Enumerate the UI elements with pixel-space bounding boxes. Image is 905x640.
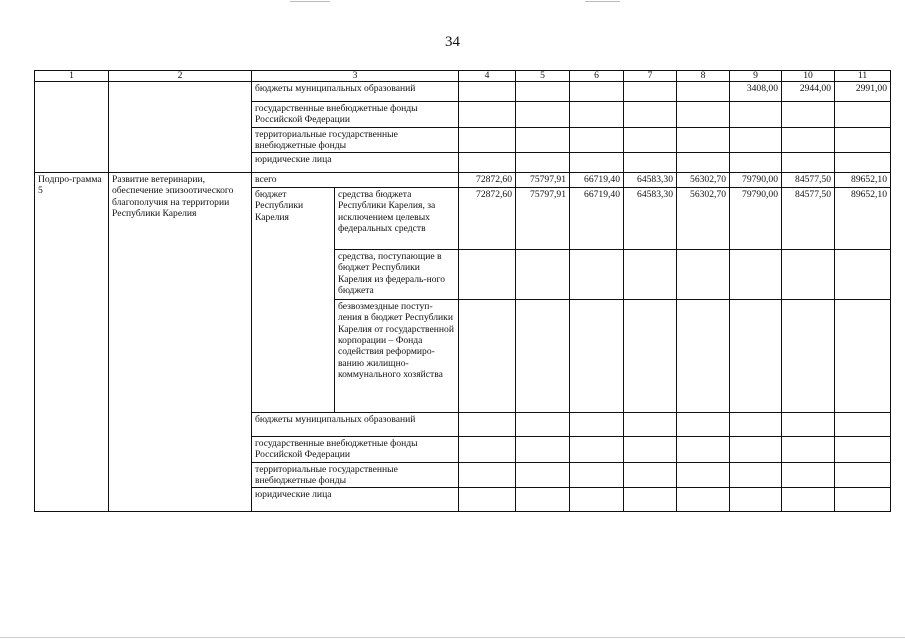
value-cell: [782, 250, 835, 300]
value-cell: [516, 127, 570, 153]
value-cell: [570, 437, 624, 463]
source-label: государственные внебюджетные фонды Российской Федерации: [252, 102, 459, 128]
column-number: 9: [730, 71, 782, 82]
value-cell: 84577,50: [782, 173, 835, 188]
value-cell: [459, 153, 516, 173]
table-row: [35, 173, 891, 188]
source-label: юридические лица: [252, 488, 459, 512]
source-label: государственные внебюджетные фонды Российской Федерации: [252, 437, 459, 463]
value-cell: [677, 82, 730, 102]
column-number: 8: [677, 71, 730, 82]
value-cell: 56302,70: [677, 188, 730, 250]
value-cell: [782, 153, 835, 173]
value-cell: [730, 462, 782, 488]
value-cell: [835, 300, 891, 413]
value-cell: 72872,60: [459, 188, 516, 250]
value-cell: [835, 413, 891, 437]
value-cell: [459, 437, 516, 463]
source-label: безвозмездные поступ-ления в бюджет Республики Карелия от государственной корпорации – Фонда содействия реформиро-ванию жилищно-коммунального хозяйства: [335, 300, 459, 413]
value-cell: [570, 153, 624, 173]
value-cell: [677, 250, 730, 300]
value-cell: [677, 413, 730, 437]
value-cell: 89652,10: [835, 173, 891, 188]
value-cell: [835, 437, 891, 463]
value-cell: [459, 102, 516, 128]
code-cell: [35, 82, 109, 173]
column-number-row: [35, 71, 891, 82]
value-cell: [677, 153, 730, 173]
value-cell: 79790,00: [730, 173, 782, 188]
column-number: 3: [252, 71, 459, 82]
value-cell: [782, 437, 835, 463]
value-cell: [459, 462, 516, 488]
value-cell: [624, 127, 677, 153]
value-cell: [782, 102, 835, 128]
value-cell: [516, 488, 570, 512]
source-label: территориальные государственные внебюджетные фонды: [252, 462, 459, 488]
value-cell: [730, 153, 782, 173]
value-cell: [730, 102, 782, 128]
value-cell: [459, 300, 516, 413]
value-cell: [516, 437, 570, 463]
column-number: 10: [782, 71, 835, 82]
value-cell: [624, 153, 677, 173]
value-cell: [459, 127, 516, 153]
column-number: 5: [516, 71, 570, 82]
value-cell: [570, 82, 624, 102]
value-cell: 75797,91: [516, 173, 570, 188]
value-cell: [516, 102, 570, 128]
value-cell: [782, 413, 835, 437]
value-cell: [516, 413, 570, 437]
source-label: юридические лица: [252, 153, 459, 173]
value-cell: 79790,00: [730, 188, 782, 250]
column-number: 11: [835, 71, 891, 82]
value-cell: [570, 127, 624, 153]
value-cell: 84577,50: [782, 188, 835, 250]
value-cell: [782, 462, 835, 488]
value-cell: [516, 82, 570, 102]
value-cell: [677, 127, 730, 153]
value-cell: [835, 153, 891, 173]
value-cell: [730, 437, 782, 463]
source-label: бюджеты муниципальных образований: [252, 413, 459, 437]
value-cell: [516, 153, 570, 173]
value-cell: [624, 82, 677, 102]
total-label: всего: [252, 173, 459, 188]
source-label: средства бюджета Республики Карелия, за исключением целевых федеральных средств: [335, 188, 459, 250]
value-cell: [677, 102, 730, 128]
value-cell: [730, 488, 782, 512]
value-cell: [782, 300, 835, 413]
value-cell: [835, 102, 891, 128]
scan-artifact-line: [585, 1, 620, 2]
source-label: средства, поступающие в бюджет Республики Карелия из федераль-ного бюджета: [335, 250, 459, 300]
value-cell: [570, 413, 624, 437]
value-cell: [730, 300, 782, 413]
source-label: бюджеты муниципальных образований: [252, 82, 459, 102]
value-cell: [570, 102, 624, 128]
value-cell: 64583,30: [624, 173, 677, 188]
value-cell: [677, 462, 730, 488]
value-cell: [730, 250, 782, 300]
value-cell: [459, 250, 516, 300]
value-cell: [677, 488, 730, 512]
name-cell: [109, 82, 252, 173]
table-body: [35, 71, 891, 512]
value-cell: 75797,91: [516, 188, 570, 250]
value-cell: [835, 488, 891, 512]
source-label: территориальные государственные внебюджетные фонды: [252, 127, 459, 153]
value-cell: [459, 82, 516, 102]
value-cell: [516, 462, 570, 488]
value-cell: [782, 488, 835, 512]
value-cell: [677, 300, 730, 413]
value-cell: 56302,70: [677, 173, 730, 188]
value-cell: [516, 250, 570, 300]
column-number: 2: [109, 71, 252, 82]
value-cell: [835, 462, 891, 488]
page-number: 34: [445, 34, 460, 50]
value-cell: [459, 488, 516, 512]
value-cell: [677, 437, 730, 463]
value-cell: [624, 102, 677, 128]
value-cell: [624, 250, 677, 300]
value-cell: [624, 462, 677, 488]
value-cell: 89652,10: [835, 188, 891, 250]
value-cell: [516, 300, 570, 413]
budget-table: [34, 70, 891, 512]
subprogram-code: Подпро-грамма 5: [35, 173, 109, 512]
value-cell: [624, 300, 677, 413]
column-number: 7: [624, 71, 677, 82]
column-number: 4: [459, 71, 516, 82]
value-cell: [730, 127, 782, 153]
value-cell: 64583,30: [624, 188, 677, 250]
value-cell: 2944,00: [782, 82, 835, 102]
value-cell: [570, 488, 624, 512]
value-cell: [835, 127, 891, 153]
column-number: 6: [570, 71, 624, 82]
value-cell: [459, 413, 516, 437]
value-cell: [624, 413, 677, 437]
value-cell: [570, 250, 624, 300]
column-number: 1: [35, 71, 109, 82]
value-cell: [570, 462, 624, 488]
value-cell: [624, 488, 677, 512]
value-cell: 66719,40: [570, 188, 624, 250]
value-cell: 2991,00: [835, 82, 891, 102]
value-cell: [835, 250, 891, 300]
value-cell: [730, 413, 782, 437]
scan-artifact-line: [290, 1, 330, 2]
value-cell: [782, 127, 835, 153]
value-cell: [570, 300, 624, 413]
subprogram-name: Развитие ветеринарии, обеспечение эпизоотического благополучия на территории Республики Карелия: [109, 173, 252, 512]
regional-budget-label: бюджет Республики Карелия: [252, 188, 335, 413]
scan-artifact-line: [0, 637, 905, 638]
value-cell: [624, 437, 677, 463]
value-cell: 72872,60: [459, 173, 516, 188]
table-row: [35, 82, 891, 102]
value-cell: 66719,40: [570, 173, 624, 188]
value-cell: 3408,00: [730, 82, 782, 102]
